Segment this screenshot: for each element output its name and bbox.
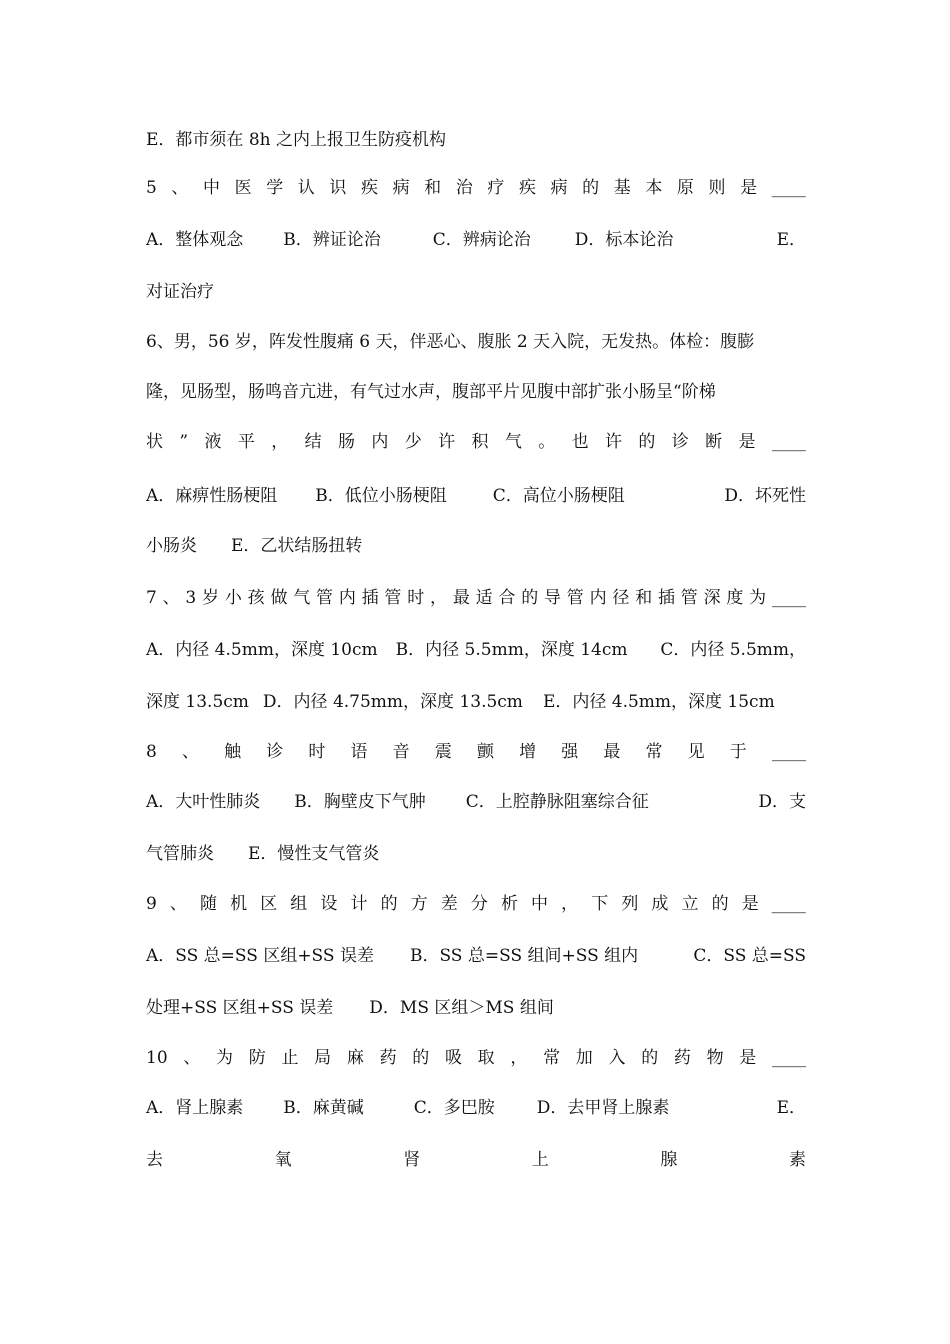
justified-char: 药: [379, 1048, 397, 1068]
answer-option: C．辨病论治: [432, 230, 531, 250]
answer-option: C．高位小肠梗阻: [492, 486, 625, 506]
justified-char: 医: [234, 178, 252, 198]
answer-option: C．多巴胺: [413, 1098, 495, 1118]
justified-char: 方: [410, 894, 428, 914]
justified-char: 径: [612, 588, 630, 608]
justified-char: 取: [477, 1048, 495, 1068]
justified-char: 做: [270, 588, 288, 608]
justified-char: 局: [314, 1048, 332, 1068]
text-line-21: [146, 1144, 806, 1176]
text-line-4: [146, 276, 806, 308]
text-line-14: [146, 786, 806, 818]
justified-char: 时: [407, 588, 425, 608]
answer-option: E．: [776, 1098, 806, 1118]
justified-char: 入: [608, 1048, 626, 1068]
justified-char: 分: [470, 894, 488, 914]
answer-option: D．MS 区组＞MS 组间: [369, 998, 554, 1018]
justified-char: 10: [146, 1048, 168, 1068]
line-text: E．都市须在 8h 之内上报卫生防疫机构: [146, 130, 446, 150]
answer-option: C．SS 总=SS: [693, 946, 806, 966]
justified-char: 列: [621, 894, 639, 914]
justified-char: 物: [706, 1048, 724, 1068]
answer-option: B．SS 总=SS 组间+SS 组内: [409, 946, 639, 966]
justified-char: 原: [676, 178, 694, 198]
justified-char: 内: [338, 588, 356, 608]
justified-char: 触: [224, 742, 242, 762]
answer-option: B．低位小肠梗阻: [315, 486, 447, 506]
justified-char: 止: [281, 1048, 299, 1068]
justified-char: 度: [726, 588, 744, 608]
justified-char: 深: [703, 588, 721, 608]
justified-char: 中: [531, 894, 549, 914]
text-line-19: [146, 1042, 806, 1074]
answer-blank: ____: [771, 178, 806, 198]
justified-char: 疾: [518, 178, 536, 198]
justified-char: 素: [788, 1150, 806, 1170]
answer-option: C．内径 5.5mm，: [660, 640, 806, 660]
justified-char: 颤: [476, 742, 494, 762]
answer-option: D．内径 4.75mm，深度 13.5cm: [262, 692, 523, 712]
justified-char: 最: [452, 588, 470, 608]
justified-char: 和: [424, 178, 442, 198]
justified-char: 内: [589, 588, 607, 608]
justified-char: 小: [224, 588, 242, 608]
justified-char: 9: [146, 894, 157, 914]
justified-char: 病: [392, 178, 410, 198]
text-line-1: [146, 124, 806, 156]
justified-char: 许: [438, 432, 456, 452]
justified-char: 吸: [444, 1048, 462, 1068]
line-text: 气管肺炎 E．慢性支气管炎: [146, 844, 380, 864]
answer-option: A．麻痹性肠梗阻: [146, 486, 278, 506]
answer-option: A．整体观念: [146, 230, 244, 250]
justified-char: 5: [146, 178, 157, 198]
justified-char: 内: [371, 432, 389, 452]
justified-char: 结: [304, 432, 322, 452]
justified-char: 立: [681, 894, 699, 914]
text-line-15: [146, 838, 806, 870]
justified-char: 上: [531, 1150, 549, 1170]
line-text: 对证治疗: [146, 282, 214, 302]
justified-char: 的: [521, 588, 539, 608]
answer-option: A．内径 4.5mm，深度 10cm: [146, 640, 378, 660]
justified-char: 治: [455, 178, 473, 198]
text-line-3: [146, 224, 806, 256]
text-line-7: [146, 426, 806, 458]
answer-option: 处理+SS 区组+SS 误差: [146, 998, 334, 1018]
justified-char: 氧: [274, 1150, 292, 1170]
answer-option: A．SS 总=SS 区组+SS 误差: [146, 946, 374, 966]
justified-char: 是: [741, 894, 759, 914]
justified-char: 气: [293, 588, 311, 608]
text-line-12: [146, 686, 806, 718]
text-line-11: [146, 634, 806, 666]
justified-char: 为: [216, 1048, 234, 1068]
justified-char: 则: [708, 178, 726, 198]
line-text: 小肠炎 E．乙状结肠扭转: [146, 536, 363, 556]
line-text: 隆，见肠型，肠鸣音亢进，有气过水声，腹部平片见腹中部扩张小肠呈“阶梯: [146, 382, 716, 402]
answer-option: B．胸壁皮下气肿: [294, 792, 426, 812]
justified-char: 见: [687, 742, 705, 762]
justified-char: 的: [380, 894, 398, 914]
justified-char: 基: [613, 178, 631, 198]
justified-char: 认: [297, 178, 315, 198]
justified-char: 识: [329, 178, 347, 198]
justified-char: 诊: [266, 742, 284, 762]
justified-char: ，: [430, 588, 448, 608]
justified-char: 病: [550, 178, 568, 198]
text-line-16: [146, 888, 806, 920]
justified-char: 肠: [337, 432, 355, 452]
justified-char: 合: [498, 588, 516, 608]
justified-char: 麻: [346, 1048, 364, 1068]
justified-char: 和: [635, 588, 653, 608]
justified-char: ，: [561, 894, 579, 914]
justified-char: 常: [645, 742, 663, 762]
answer-option: C．上腔静脉阻塞综合征: [465, 792, 649, 812]
justified-char: 肾: [403, 1150, 421, 1170]
justified-char: 是: [738, 432, 756, 452]
justified-char: 、: [162, 588, 180, 608]
justified-char: 插: [657, 588, 675, 608]
justified-char: 设: [320, 894, 338, 914]
justified-char: 随: [200, 894, 218, 914]
answer-blank: ____: [771, 742, 806, 762]
justified-char: 学: [266, 178, 284, 198]
text-line-10: [146, 582, 806, 614]
justified-char: 腺: [660, 1150, 678, 1170]
justified-char: 区: [260, 894, 278, 914]
justified-char: 常: [543, 1048, 561, 1068]
justified-char: 、: [171, 178, 189, 198]
justified-char: 机: [230, 894, 248, 914]
answer-option: B．内径 5.5mm，深度 14cm: [395, 640, 628, 660]
justified-char: 管: [566, 588, 584, 608]
justified-char: 导: [544, 588, 561, 608]
justified-char: 适: [475, 588, 493, 608]
answer-option: B．麻黄碱: [283, 1098, 364, 1118]
answer-option: D．支: [758, 792, 806, 812]
text-line-6: [146, 376, 806, 408]
justified-char: 平: [237, 432, 255, 452]
justified-char: 防: [248, 1048, 266, 1068]
justified-char: 7: [146, 588, 157, 608]
justified-char: 为: [749, 588, 767, 608]
justified-char: 计: [350, 894, 368, 914]
justified-char: 岁: [202, 588, 220, 608]
justified-char: 疾: [360, 178, 378, 198]
line-text: 6、男，56 岁，阵发性腹痛 6 天，伴恶心、腹胀 2 天入院，无发热。体检：腹膨: [146, 332, 755, 352]
answer-blank: ____: [772, 1048, 806, 1068]
justified-char: 的: [638, 432, 656, 452]
justified-char: 插: [361, 588, 379, 608]
justified-char: 管: [316, 588, 334, 608]
justified-char: 的: [582, 178, 600, 198]
justified-char: 状: [146, 432, 163, 452]
justified-char: ，: [510, 1048, 528, 1068]
justified-char: 液: [204, 432, 222, 452]
answer-option: B．辨证论治: [283, 230, 381, 250]
justified-char: 音: [392, 742, 410, 762]
text-line-20: [146, 1092, 806, 1124]
justified-char: ”: [179, 432, 189, 452]
justified-char: 药: [673, 1048, 691, 1068]
justified-char: 析: [500, 894, 518, 914]
answer-option: A．大叶性肺炎: [146, 792, 261, 812]
text-line-13: [146, 736, 806, 768]
justified-char: 组: [290, 894, 308, 914]
answer-option: 深度 13.5cm: [146, 692, 249, 712]
justified-char: 。: [538, 432, 556, 452]
justified-char: 积: [471, 432, 489, 452]
justified-char: 于: [729, 742, 747, 762]
answer-blank: ____: [771, 432, 806, 452]
justified-char: 气: [504, 432, 522, 452]
justified-char: 增: [519, 742, 537, 762]
justified-char: 断: [705, 432, 723, 452]
justified-char: 管: [680, 588, 698, 608]
justified-char: 本: [645, 178, 663, 198]
answer-blank: ____: [771, 894, 806, 914]
justified-char: 最: [603, 742, 621, 762]
text-line-5: [146, 326, 806, 358]
justified-char: 语: [350, 742, 368, 762]
answer-option: E．: [776, 230, 806, 250]
justified-char: 震: [434, 742, 452, 762]
answer-blank: ____: [771, 588, 806, 608]
answer-option: D．坏死性: [724, 486, 806, 506]
justified-char: 、: [169, 894, 187, 914]
answer-option: E．内径 4.5mm，深度 15cm: [542, 692, 775, 712]
justified-char: 强: [561, 742, 579, 762]
text-line-9: [146, 530, 806, 562]
justified-char: 是: [739, 1048, 757, 1068]
justified-char: 是: [740, 178, 758, 198]
justified-char: 的: [711, 894, 729, 914]
justified-char: 下: [591, 894, 609, 914]
justified-char: 管: [384, 588, 402, 608]
text-line-18: [146, 992, 806, 1024]
text-line-8: [146, 480, 806, 512]
justified-char: 、: [181, 742, 199, 762]
justified-char: 疗: [487, 178, 505, 198]
text-line-2: [146, 172, 806, 204]
justified-char: 中: [203, 178, 221, 198]
justified-char: 时: [308, 742, 326, 762]
justified-char: 加: [575, 1048, 593, 1068]
justified-char: 诊: [671, 432, 689, 452]
justified-char: 的: [641, 1048, 659, 1068]
text-line-17: [146, 940, 806, 972]
answer-option: A．肾上腺素: [146, 1098, 244, 1118]
justified-char: 许: [604, 432, 622, 452]
justified-char: 去: [146, 1150, 163, 1170]
justified-char: 也: [571, 432, 589, 452]
answer-option: D．标本论治: [574, 230, 674, 250]
justified-char: 成: [651, 894, 669, 914]
answer-option: D．去甲肾上腺素: [536, 1098, 670, 1118]
justified-char: 孩: [247, 588, 265, 608]
justified-char: 3: [185, 588, 197, 608]
justified-char: 少: [404, 432, 422, 452]
justified-char: 、: [183, 1048, 201, 1068]
justified-char: 的: [412, 1048, 430, 1068]
justified-char: 8: [146, 742, 157, 762]
justified-char: 差: [440, 894, 458, 914]
justified-char: ，: [271, 432, 289, 452]
